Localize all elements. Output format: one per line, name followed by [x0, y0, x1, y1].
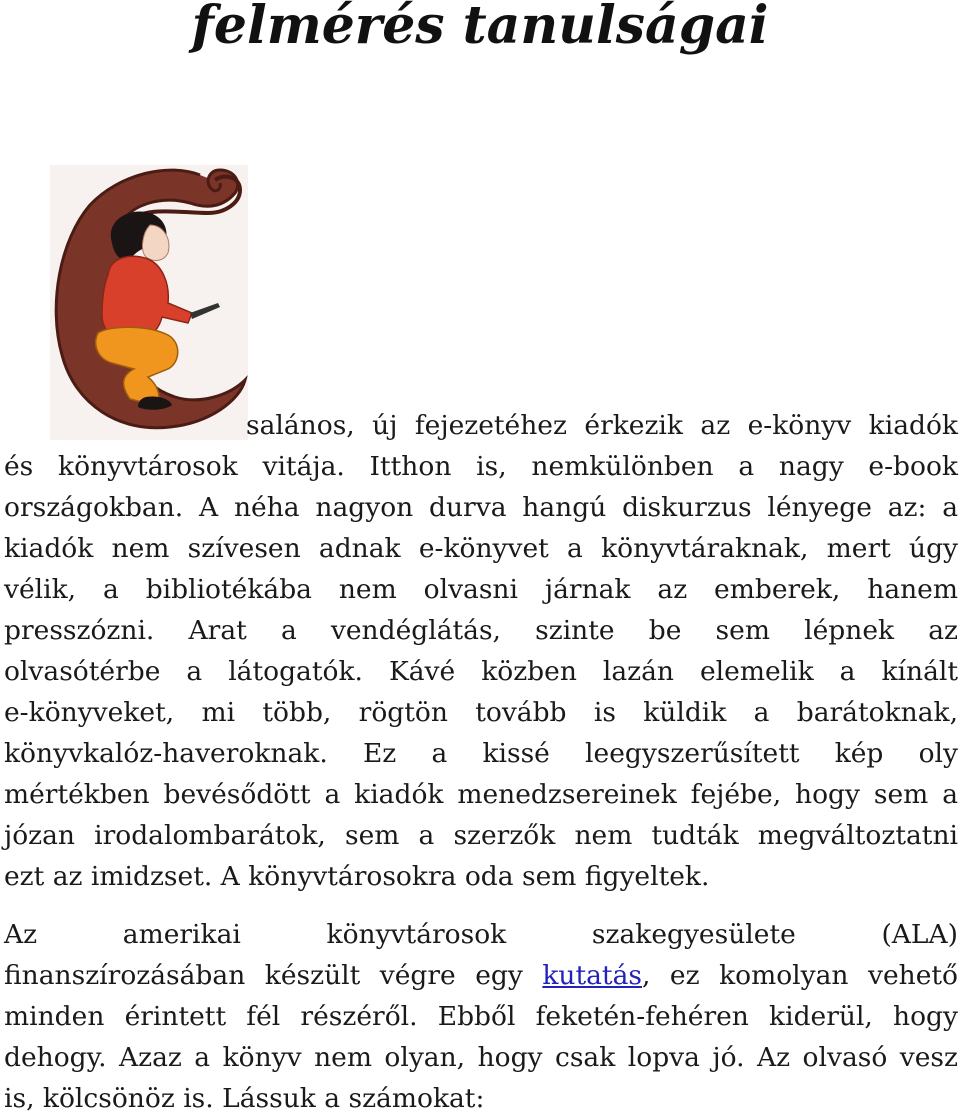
- paragraph-2: [4, 914, 958, 1119]
- paragraph-text: , ez komolyan vehető: [641, 960, 958, 991]
- paragraph-line: e-könyveket, mi több, rögtön tovább is küldik a barátoknak,: [4, 697, 958, 728]
- paragraph-line: minden érintett fél részéről. Ebből feketén-fehéren kiderül, hogy: [4, 1001, 958, 1032]
- paragraph-text: finanszírozásában készült végre egy: [4, 960, 543, 991]
- paragraph-line: mértékben bevésődött a kiadók menedzsereinek fejébe, hogy sem a: [4, 779, 958, 810]
- paragraph-line: is, kölcsönöz is. Lássuk a számokat:: [4, 1083, 485, 1114]
- paragraph-line: presszózni. Arat a vendéglátás, szinte be sem lépnek az: [4, 615, 958, 646]
- article-body: [4, 405, 958, 1119]
- paragraph-line: könyvkalóz-haveroknak. Ez a kissé leegyszerűsített kép oly: [4, 738, 958, 769]
- paragraph-line: józan irodalombarátok, sem a szerzők nem tudták megváltoztatni: [4, 820, 958, 851]
- research-link[interactable]: kutatás: [542, 960, 642, 991]
- paragraph-line: országokban. A néha nagyon durva hangú diskurzus lényege az: a: [4, 492, 958, 523]
- paragraph-line: dehogy. Azaz a könyv nem olyan, hogy csak lopva jó. Az olvasó vesz: [4, 1042, 958, 1073]
- drop-cap-letter-e-illustration: [50, 165, 248, 440]
- paragraph-line: [4, 955, 958, 996]
- paragraph-line: salános, új fejezetéhez érkezik az e-könyv kiadók: [246, 410, 958, 441]
- page-title: felmérés tanulságai: [191, 0, 769, 56]
- paragraph-line: Az amerikai könyvtárosok szakegyesülete (ALA): [4, 919, 958, 950]
- paragraph-line: és könyvtárosok vitája. Itthon is, nemkülönben a nagy e-book: [4, 451, 958, 482]
- paragraph-1: [4, 405, 958, 897]
- paragraph-line: ezt az imidzset. A könyvtárosokra oda sem figyeltek.: [4, 861, 710, 892]
- paragraph-line: vélik, a bibliotékába nem olvasni járnak az emberek, hanem: [4, 574, 958, 605]
- paragraph-line: olvasótérbe a látogatók. Kávé közben lazán elemelik a kínált: [4, 656, 958, 687]
- paragraph-line: kiadók nem szívesen adnak e-könyvet a könyvtáraknak, mert úgy: [4, 533, 958, 564]
